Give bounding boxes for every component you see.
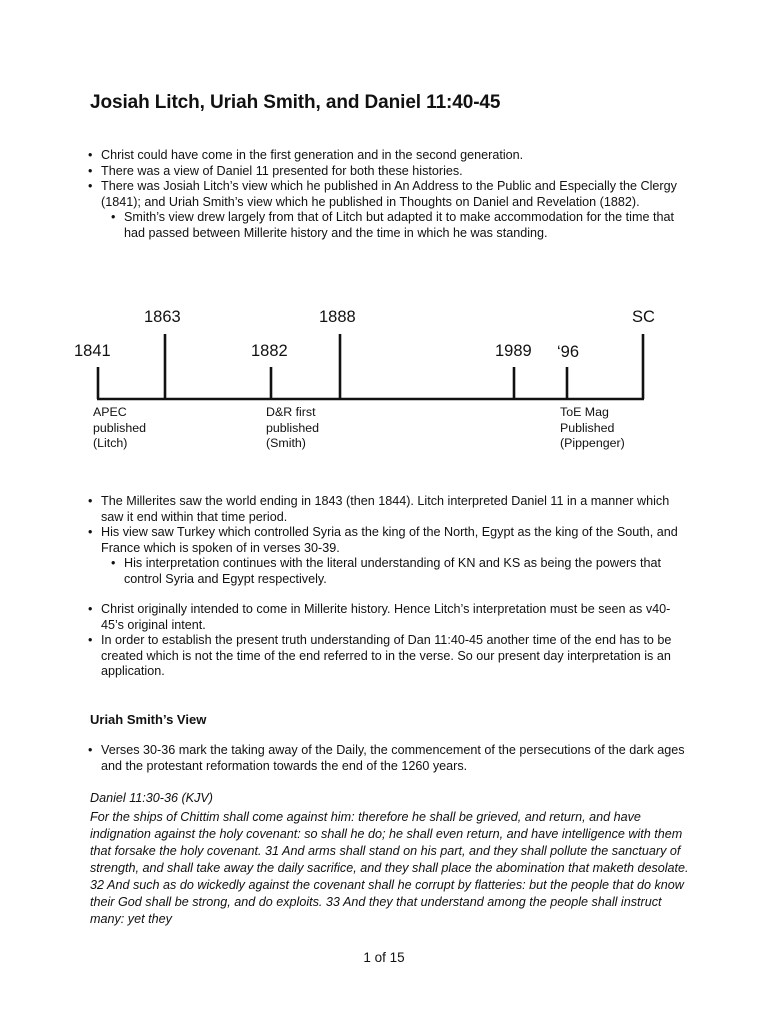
year-1841: 1841 [74, 342, 111, 360]
note-dr-line-2: published [266, 420, 320, 435]
intro-bullet-3 [88, 179, 688, 241]
section-heading-smith: Uriah Smith’s View [90, 712, 207, 727]
note-apec [93, 405, 203, 452]
present-bullet-list [88, 602, 688, 680]
year-1888: 1888 [319, 308, 356, 326]
note-apec-line-1: APEC [93, 405, 127, 419]
page-number: 1 of 15 [363, 950, 405, 965]
millerite-bullet-1: • The Millerites saw the world ending in 1843 (then 1844). Litch interpreted Daniel 11 in a manner which saw it end within that time period. [88, 494, 688, 525]
document-title: Josiah Litch, Uriah Smith, and Daniel 11:40-45 [90, 92, 501, 113]
verse-reference: Daniel 11:30-36 (KJV) [90, 791, 213, 805]
year-1863: 1863 [144, 308, 181, 326]
year-1882: 1882 [251, 342, 288, 360]
note-toe-line-3: (Pippenger) [560, 436, 625, 450]
present-bullet-2: • In order to establish the present truth understanding of Dan 11:40-45 another time of the end has to be created which is not the time of the end referred to in the verse. So our present day interpretation is an application. [88, 633, 688, 680]
millerite-bullet-list [88, 494, 688, 588]
intro-bullet-1: • Christ could have come in the first generation and in the second generation. [88, 148, 688, 164]
millerite-sub-list [101, 556, 688, 587]
millerite-bullet-2-text: His view saw Turkey which controlled Syria as the king of the North, Egypt as the king of the South, and France which is spoken of in verses 30-39. [101, 525, 678, 555]
intro-bullet-3-text: There was Josiah Litch’s view which he published in An Address to the Public and Especially the Clergy (1841); and Uriah Smith’s view which he published in Thoughts on Daniel and Revelation (1882). [101, 179, 677, 209]
intro-sub-list [101, 210, 688, 241]
intro-bullet-list [88, 148, 688, 242]
note-dr [266, 405, 376, 452]
smith-bullet: • Verses 30-36 mark the taking away of the Daily, the commencement of the persecutions of the dark ages and the protestant reformation towards the end of the 1260 years. [88, 743, 688, 774]
note-apec-line-3: (Litch) [93, 436, 128, 450]
verse-text: For the ships of Chittim shall come against him: therefore he shall be grieved, and return, and have indignation against the holy covenant: so shall he do; he shall even return, and have intelligence with them that forsake the holy covenant. 31 And arms shall stand on his part, and they shall pollute the sanctuary of strength, and shall take away the daily sacrifice, and they shall place the abomination that maketh desolate. 32 And such as do wickedly against the covenant shall he corrupt by flatteries: but the people that do know their God shall be strong, and do exploits. 33 And they that understand among the people shall instruct many: yet they [90, 810, 689, 926]
timeline-chart [0, 300, 768, 460]
note-dr-line-3: (Smith) [266, 436, 306, 450]
note-toe-line-1: ToE Mag [560, 405, 609, 419]
year-96: ‘96 [557, 343, 580, 361]
smith-bullet-list [88, 743, 688, 774]
note-toe-line-2: Published [560, 420, 615, 435]
intro-bullet-2: • There was a view of Daniel 11 presented for both these histories. [88, 164, 688, 180]
note-toe [560, 405, 670, 452]
year-sc: SC [632, 308, 655, 326]
intro-sub-bullet: • Smith’s view drew largely from that of Litch but adapted it to make accommodation for the time that had passed between Millerite history and the time in which he was standing. [101, 210, 688, 241]
millerite-sub-bullet: • His interpretation continues with the literal understanding of KN and KS as being the powers that control Syria and Egypt respectively. [101, 556, 688, 587]
millerite-bullet-2 [88, 525, 688, 587]
note-apec-line-2: published [93, 420, 147, 435]
year-1989: 1989 [495, 342, 532, 360]
present-bullet-1: • Christ originally intended to come in Millerite history. Hence Litch’s interpretation must be seen as v40-45’s original intent. [88, 602, 688, 633]
note-dr-line-1: D&R first [266, 405, 316, 419]
